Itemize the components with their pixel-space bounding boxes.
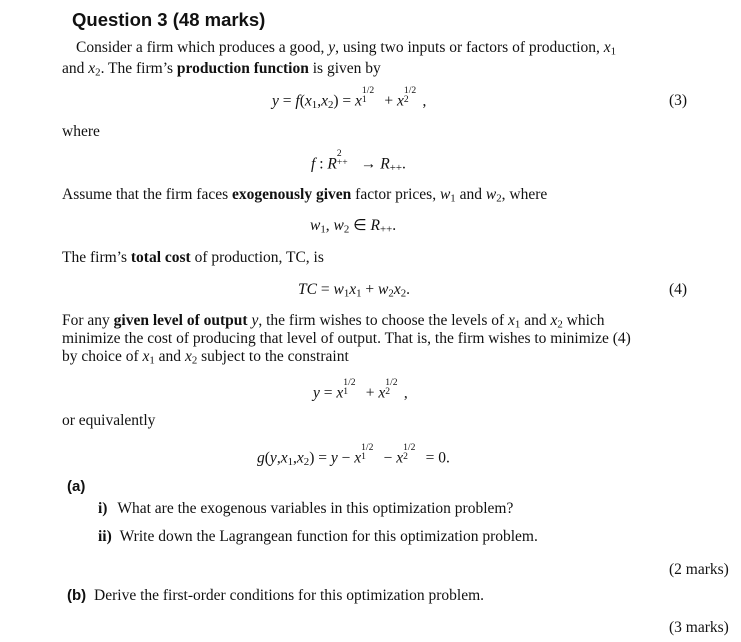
paragraph-line-1: For any given level of output y, the firm wishes to choose the levels of $x_1$ and $x_2$ which bbox=[62, 312, 605, 331]
sub-1: 1 bbox=[610, 45, 617, 58]
question-title: Question 3 (48 marks) bbox=[72, 9, 266, 30]
intro-text-a: Consider a firm which produces a good, bbox=[76, 39, 329, 56]
intro-text-c: . The firm’s bbox=[100, 60, 177, 77]
item-ii-label: ii) bbox=[98, 528, 112, 545]
part-b-label: (b) bbox=[67, 587, 87, 604]
intro-text-d: is given by bbox=[308, 60, 381, 77]
where-label: where bbox=[62, 123, 100, 140]
equation-constraint: y = x 1/2 1 + x 1/2 2 , bbox=[313, 376, 408, 402]
item-i-text: What are the exogenous variables in this optimization problem? bbox=[117, 500, 514, 517]
part-b-line bbox=[67, 587, 484, 605]
equation-function-domain: f : R 2 ++ → $R_{++}$. bbox=[311, 147, 406, 175]
equation-total-cost: TC = $w_1x_1 + w_2x_2$. bbox=[298, 281, 410, 300]
sub-2: 2 bbox=[95, 66, 101, 79]
part-a-label: (a) bbox=[67, 478, 86, 495]
marks-part-b: (3 marks) bbox=[669, 619, 729, 636]
item-i-label: i) bbox=[98, 500, 108, 517]
var-y: y bbox=[328, 39, 336, 56]
equation-production-function: $y = f(x_1,x_2) = x$ 1/2 1 + x 1/2 2 , bbox=[272, 84, 427, 112]
equation-g: $g(y,x_1,x_2) = y - x$ 1/2 1 − x 1/2 2 = 0. bbox=[257, 441, 450, 469]
para-bold-given-level-of-output: given level of output bbox=[113, 312, 248, 329]
assume-bold-exogenously-given: exogenously given bbox=[232, 186, 352, 203]
intro-line-1 bbox=[76, 39, 616, 57]
paragraph-line-2: minimize the cost of producing that level of output. That is, the firm wishes to minimize (4) bbox=[62, 330, 631, 347]
item-ii bbox=[98, 528, 538, 546]
intro-text-b: , using two inputs or factors of production, bbox=[335, 39, 604, 56]
and-word: and bbox=[62, 60, 89, 77]
tc-bold-total-cost: total cost bbox=[130, 249, 191, 266]
paragraph-line-3: by choice of $x_1$ and $x_2$ subject to the constraint bbox=[62, 348, 349, 367]
assume-line: Assume that the firm faces exogenously given factor prices, $w_1$ and $w_2$, where bbox=[62, 186, 548, 205]
marks-part-a: (2 marks) bbox=[669, 561, 729, 578]
item-i bbox=[98, 500, 513, 518]
total-cost-line: The firm’s total cost of production, TC, is bbox=[62, 249, 324, 266]
equation-number-3: (3) bbox=[669, 92, 688, 109]
part-b-text: Derive the first-order conditions for this optimization problem. bbox=[94, 587, 485, 604]
equation-prices-domain: $w_1$, $w_2$ ∈ $R_{++}$. bbox=[310, 217, 397, 236]
item-ii-text: Write down the Lagrangean function for this optimization problem. bbox=[119, 528, 538, 545]
intro-bold-production-function: production function bbox=[176, 60, 309, 77]
intro-line-2 bbox=[62, 60, 381, 78]
or-equivalently-label: or equivalently bbox=[62, 412, 156, 429]
var-x2: x bbox=[88, 60, 96, 77]
equation-number-4: (4) bbox=[669, 281, 688, 298]
var-x1: x bbox=[603, 39, 611, 56]
